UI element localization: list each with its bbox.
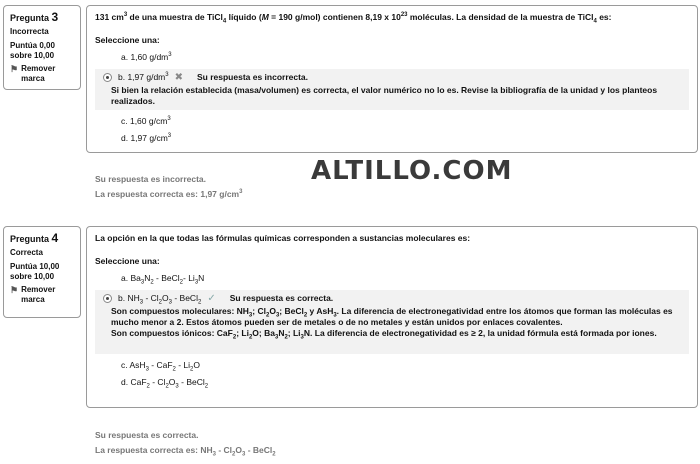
option-a[interactable]: a. $Ba_3N_2$ - BeCl$_2$- $Li_3N$ bbox=[121, 273, 205, 286]
question-4-content bbox=[86, 226, 698, 408]
question-4-info bbox=[3, 226, 81, 318]
question-number: Pregunta 3 bbox=[10, 10, 59, 24]
feedback-text: Si bien la relación establecida (masa/volumen) es correcta, el valor numérico no lo es. Revise la bibliografía de la unidad y los planteos realizados. bbox=[111, 85, 658, 106]
question-4-outcome: Su respuesta es correcta. La respuesta correcta es: $NH_3 - Cl_2O_3$ - BeCl$_2$ bbox=[95, 430, 276, 458]
grade-line: Puntúa 10,00 sobre 10,00 bbox=[10, 262, 60, 281]
option-d[interactable]: d. $CaF_2 - Cl_2O_3$ - BeCl$_2$ bbox=[121, 377, 209, 390]
option-a[interactable]: a. 1,60 $g/dm^3$ bbox=[121, 52, 172, 62]
radio-selected-icon[interactable] bbox=[103, 294, 112, 303]
option-c[interactable]: c. 1,60 $g/cm^3$ bbox=[121, 116, 171, 126]
remove-flag-link[interactable]: ⚑ Remover marca bbox=[10, 285, 56, 304]
grade-line: Puntúa 0,00 sobre 10,00 bbox=[10, 41, 55, 60]
radio-selected-icon[interactable] bbox=[103, 73, 112, 82]
option-b-selected[interactable]: b. $NH_3 - Cl_2O_3$ - BeCl$_2$ ✓ Su respuesta es correcta. Son compuestos moleculares: $NH_3$; $Cl_2O_3$; BeCl$_2$ y AsH$_3$. La diferencia de electronegatividad entre los átomos que forman las moléculas es mucho menor a 2. Estos átomos pueden ser de metales o de no metales y están unidos por enlaces covalentes. Son compuestos iónicos: CaF$_2$; $Li_2O$; $Ba_3N_2$; $Li_3N$. La diferencia de electronegatividad es ≥ 2, la unidad fórmula está formada por iones. bbox=[95, 290, 689, 354]
incorrect-icon: ✖ bbox=[174, 72, 183, 83]
feedback-short: Su respuesta es correcta. bbox=[229, 293, 334, 303]
question-number: Pregunta 4 bbox=[10, 231, 59, 245]
question-state: Incorrecta bbox=[10, 27, 49, 36]
question-state: Correcta bbox=[10, 248, 43, 257]
option-c[interactable]: c. $AsH_3 - CaF_2 - Li_2O$ bbox=[121, 360, 201, 373]
option-b-selected[interactable]: b. 1,97 $g/dm^3$ ✖ Su respuesta es incorrecta. Si bien la relación establecida (masa/volumen) es correcta, el valor numérico no lo es. Revise la bibliografía de la unidad y los planteos realizados. bbox=[95, 69, 689, 110]
feedback-text: Son compuestos moleculares: $NH_3$; $Cl_2O_3$; BeCl$_2$ y AsH$_3$. La diferencia de electronegatividad entre los átomos que forman las moléculas es mucho menor a 2. Estos átomos pueden ser de metales o de no metales y están unidos por enlaces covalentes. Son compuestos iónicos: CaF$_2$; $Li_2O$; $Ba_3N_2$; $Li_3N$. La diferencia de electronegatividad es ≥ 2, la unidad fórmula está formada por iones. bbox=[111, 306, 673, 341]
select-prompt: Seleccione una: bbox=[95, 35, 160, 45]
question-text: La opción en la que todas las fórmulas químicas corresponden a sustancias moleculares es: bbox=[95, 233, 471, 243]
correct-check-icon: ✓ bbox=[207, 293, 216, 304]
feedback-short: Su respuesta es incorrecta. bbox=[197, 72, 309, 82]
watermark-text: ALTILLO.COM bbox=[311, 156, 513, 186]
option-d[interactable]: d. 1,97 $g/cm^3$ bbox=[121, 133, 172, 143]
flag-icon: ⚑ bbox=[10, 64, 19, 74]
question-3-outcome: Su respuesta es incorrecta. La respuesta correcta es: 1,97 $g/cm^3$ bbox=[95, 174, 243, 199]
question-3-info bbox=[3, 5, 81, 90]
question-text: 131 $cm^3$ de una muestra de TiCl$_4$ líquido (M = 190 g/mol) contienen 8,19 x $10^{23}$ moléculas. La densidad de la muestra de TiCl$_4$ es: bbox=[95, 12, 612, 25]
flag-icon: ⚑ bbox=[10, 285, 19, 295]
select-prompt: Seleccione una: bbox=[95, 256, 160, 266]
remove-flag-link[interactable]: ⚑ Remover marca bbox=[10, 64, 56, 83]
question-3-content bbox=[86, 5, 698, 153]
